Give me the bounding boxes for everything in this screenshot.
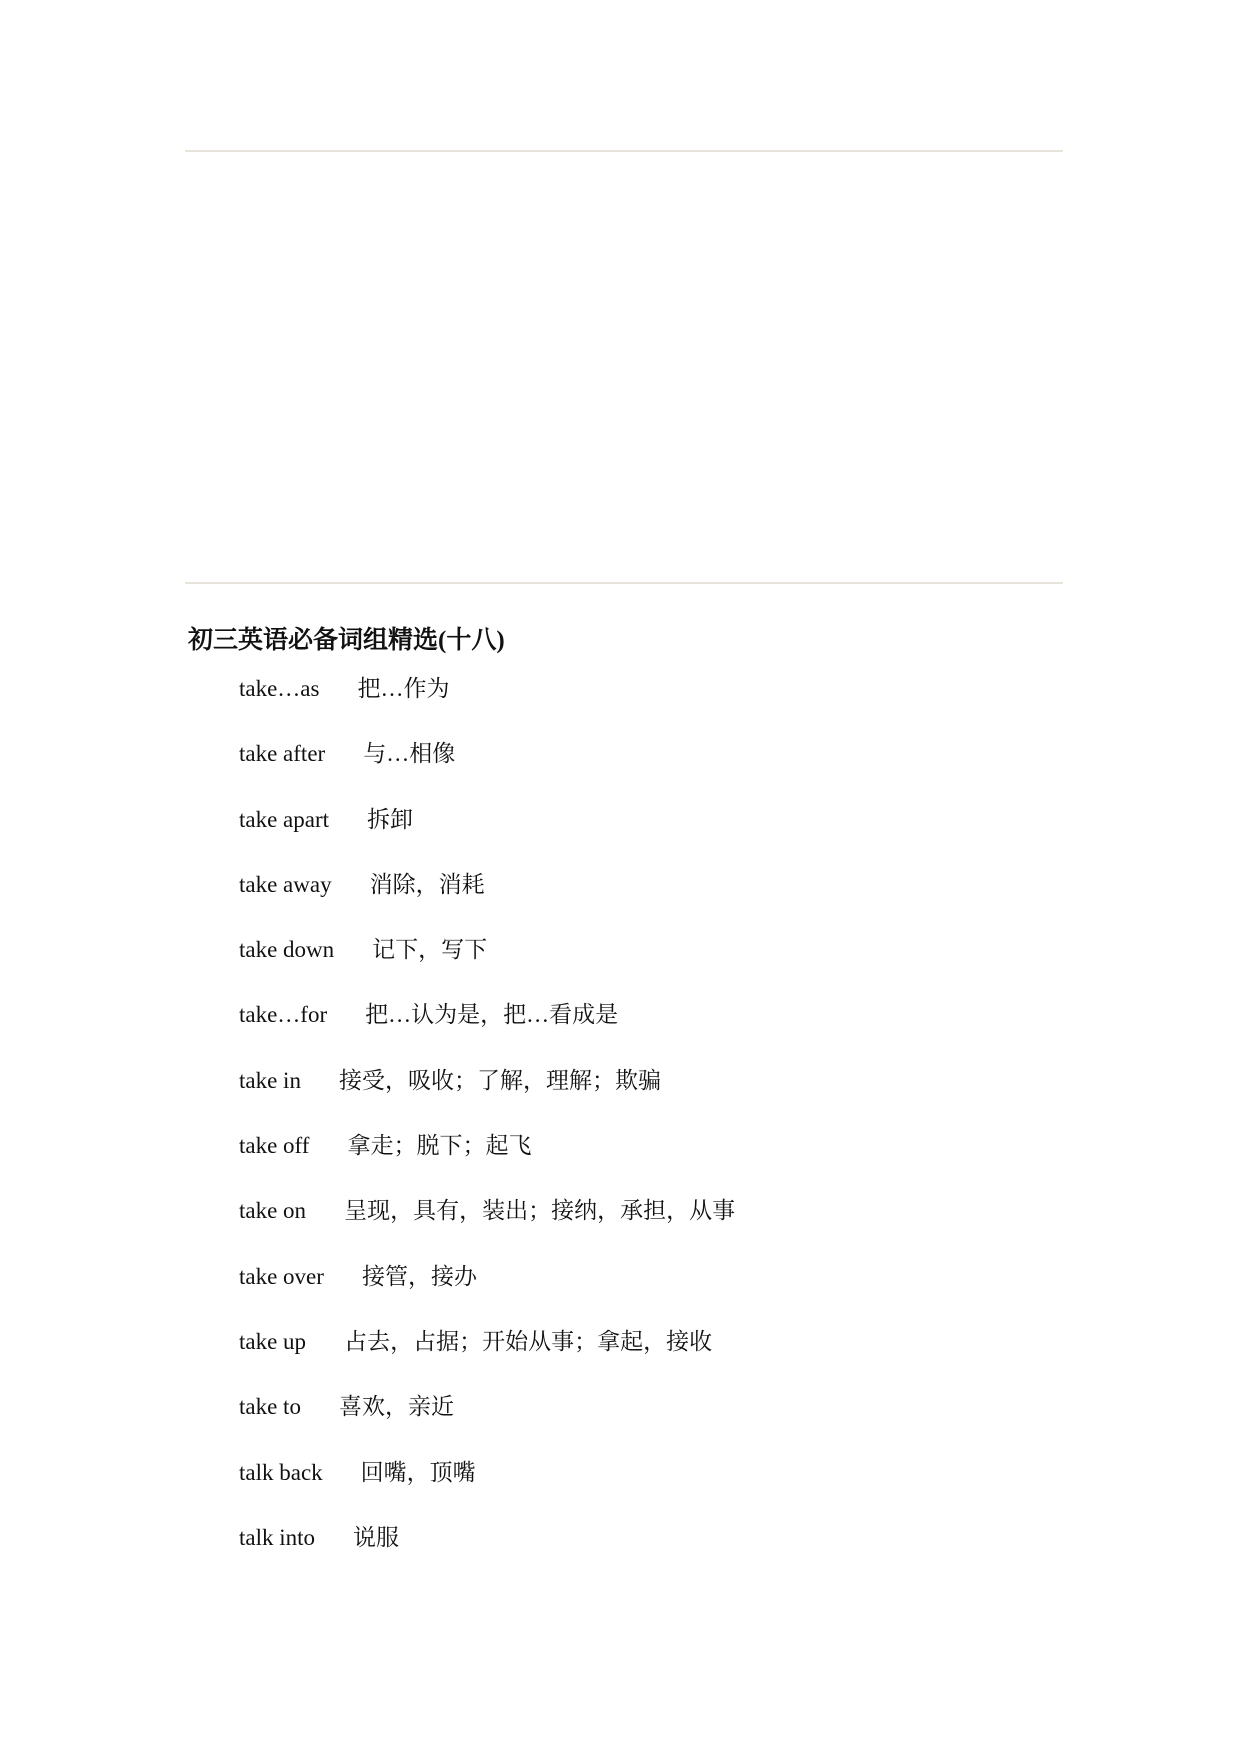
list-item bbox=[239, 808, 735, 873]
phrase-text: talk back bbox=[239, 1459, 323, 1485]
list-item bbox=[239, 677, 735, 742]
phrase-text: take…as bbox=[239, 676, 320, 701]
meaning-text: 接受，吸收；了解，理解；欺骗 bbox=[338, 1067, 661, 1093]
list-item bbox=[239, 742, 735, 807]
list-item bbox=[239, 1526, 735, 1591]
meaning-text: 与…相像 bbox=[363, 741, 456, 767]
phrase-text: talk into bbox=[239, 1524, 316, 1550]
list-item bbox=[239, 1003, 735, 1068]
phrase-text: take away bbox=[239, 871, 332, 897]
phrase-text: take up bbox=[239, 1328, 307, 1354]
meaning-text: 把…认为是，把…看成是 bbox=[365, 1002, 619, 1028]
page-title: 初三英语必备词组精选(十八) bbox=[188, 627, 505, 654]
phrase-text: take on bbox=[239, 1198, 307, 1224]
list-item bbox=[239, 1461, 735, 1526]
list-item bbox=[239, 1265, 735, 1330]
phrase-text: take…for bbox=[239, 1002, 328, 1028]
middle-divider bbox=[185, 582, 1063, 584]
meaning-text: 占去，占据；开始从事；拿起，接收 bbox=[344, 1328, 713, 1354]
meaning-text: 回嘴，顶嘴 bbox=[360, 1459, 476, 1485]
phrase-text: take off bbox=[239, 1133, 310, 1159]
phrase-text: take to bbox=[239, 1394, 301, 1420]
meaning-text: 拿走；脱下；起飞 bbox=[347, 1133, 532, 1159]
phrase-text: take over bbox=[239, 1263, 324, 1289]
list-item bbox=[239, 1199, 735, 1264]
top-divider bbox=[185, 150, 1063, 152]
list-item bbox=[239, 873, 735, 938]
meaning-text: 接管，接办 bbox=[361, 1263, 477, 1289]
phrase-text: take apart bbox=[239, 806, 330, 832]
list-item bbox=[239, 1330, 735, 1395]
meaning-text: 把…作为 bbox=[357, 676, 450, 701]
meaning-text: 拆卸 bbox=[367, 806, 414, 832]
meaning-text: 消除，消耗 bbox=[369, 871, 485, 897]
meaning-text: 说服 bbox=[353, 1524, 400, 1550]
phrase-text: take down bbox=[239, 937, 335, 963]
meaning-text: 呈现，具有，装出；接纳，承担，从事 bbox=[344, 1198, 736, 1224]
phrase-list bbox=[239, 677, 735, 1591]
meaning-text: 喜欢，亲近 bbox=[338, 1394, 454, 1420]
list-item bbox=[239, 1069, 735, 1134]
phrase-text: take after bbox=[239, 741, 326, 767]
list-item bbox=[239, 1395, 735, 1460]
meaning-text: 记下，写下 bbox=[372, 937, 488, 963]
phrase-text: take in bbox=[239, 1067, 301, 1093]
list-item bbox=[239, 1134, 735, 1199]
list-item bbox=[239, 938, 735, 1003]
